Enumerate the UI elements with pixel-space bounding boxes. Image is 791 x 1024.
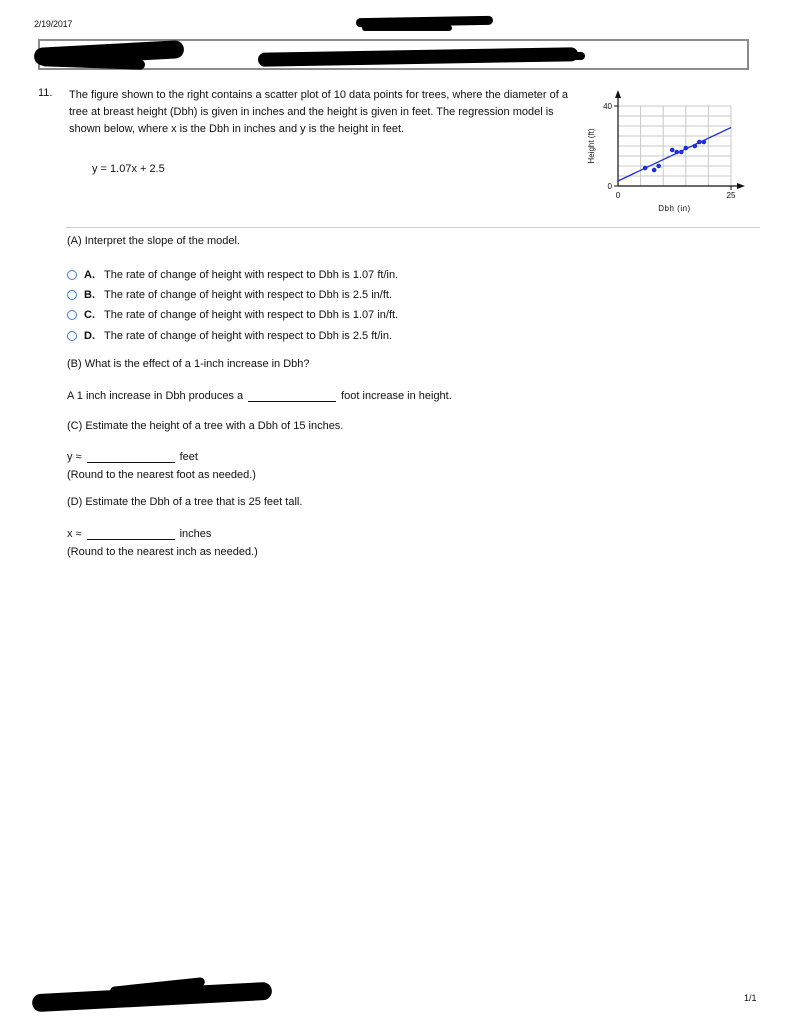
plot-labels <box>587 102 736 213</box>
choice-a-text: The rate of change of height with respect to Dbh is 1.07 ft/in. <box>104 269 399 281</box>
part-c-answer-line <box>67 450 198 463</box>
choice-b-label: B. <box>84 289 95 301</box>
choice-d-label: D. <box>84 330 95 342</box>
divider <box>66 227 760 228</box>
part-c-answer-blank[interactable] <box>87 450 175 463</box>
choice-c[interactable] <box>67 307 398 323</box>
data-point-5 <box>674 150 679 155</box>
plot-axes <box>614 90 745 190</box>
radio-a[interactable] <box>67 270 77 280</box>
radio-b[interactable] <box>67 290 77 300</box>
y-axis-label: Height (ft) <box>587 128 596 164</box>
y-tick-label-top: 40 <box>603 102 612 111</box>
data-point-9 <box>697 140 702 145</box>
part-a-prompt: (A) Interpret the slope of the model. <box>67 235 241 247</box>
choice-c-text: The rate of change of height with respect to Dbh is 1.07 in/ft. <box>104 309 399 321</box>
x-axis-arrow <box>737 183 745 189</box>
data-point-6 <box>679 150 684 155</box>
part-d-round-note: (Round to the nearest inch as needed.) <box>67 546 258 558</box>
regression-equation: y = 1.07x + 2.5 <box>92 163 165 175</box>
y-tick-label-zero: 0 <box>607 182 612 191</box>
part-c-prompt: (C) Estimate the height of a tree with a Dbh of 15 inches. <box>67 420 344 432</box>
data-point-8 <box>693 144 698 149</box>
choice-d[interactable] <box>67 328 392 344</box>
choice-d-text: The rate of change of height with respect to Dbh is 2.5 ft/in. <box>104 330 392 342</box>
radio-d[interactable] <box>67 331 77 341</box>
part-b-answer-blank[interactable] <box>248 389 336 402</box>
part-d-answer-line <box>67 527 211 540</box>
choice-a-label: A. <box>84 269 95 281</box>
plot-grid <box>618 106 731 186</box>
page-number: 1/1 <box>744 993 757 1003</box>
part-c-round-note: (Round to the nearest foot as needed.) <box>67 469 256 481</box>
data-point-1 <box>643 166 648 171</box>
question-intro: The figure shown to the right contains a scatter plot of 10 data points for trees, where the diameter of a tree at breast height (Dbh) is given in inches and the height is given in feet. The regression model is shown below, where x is the Dbh in inches and y is the height in feet. <box>69 89 568 135</box>
radio-c[interactable] <box>67 310 77 320</box>
part-c-unit: feet <box>179 451 198 463</box>
choice-c-label: C. <box>84 309 95 321</box>
part-b-before: A 1 inch increase in Dbh produces a <box>67 390 244 402</box>
choice-b[interactable] <box>67 287 392 303</box>
part-d-answer-blank[interactable] <box>87 527 175 540</box>
choice-b-text: The rate of change of height with respect to Dbh is 2.5 in/ft. <box>104 289 392 301</box>
x-tick-label-right: 25 <box>726 191 736 200</box>
part-d-var: x ≈ <box>67 528 82 540</box>
scatter-plot <box>566 86 750 216</box>
y-axis-arrow <box>615 90 621 98</box>
data-point-4 <box>670 148 675 153</box>
part-d-unit: inches <box>179 528 212 540</box>
redaction-top-2 <box>362 25 452 31</box>
x-tick-label-zero: 0 <box>615 191 621 200</box>
part-b-answer-line <box>67 389 452 402</box>
part-b-after: foot increase in height. <box>341 390 452 402</box>
data-point-10 <box>702 140 707 145</box>
choice-a[interactable] <box>67 267 398 283</box>
part-c-var: y ≈ <box>67 451 82 463</box>
data-point-2 <box>652 168 657 173</box>
x-axis-label: Dbh (in) <box>658 204 691 213</box>
redaction-course-2 <box>420 52 585 60</box>
data-point-3 <box>656 164 661 169</box>
part-d-prompt: (D) Estimate the Dbh of a tree that is 25 feet tall. <box>67 496 303 508</box>
question-number: 11. <box>38 87 53 99</box>
part-b-prompt: (B) What is the effect of a 1-inch increase in Dbh? <box>67 358 310 370</box>
print-date: 2/19/2017 <box>34 19 73 29</box>
data-point-7 <box>684 146 689 151</box>
